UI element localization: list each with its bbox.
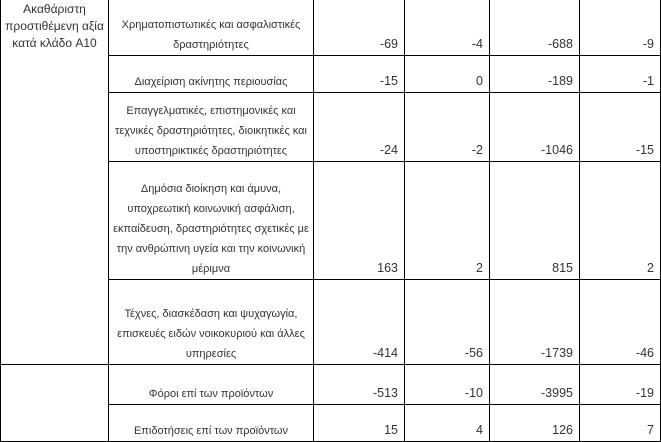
value-cell: 0 bbox=[405, 56, 490, 93]
value-cell: -2 bbox=[405, 93, 490, 162]
value-cell: -688 bbox=[490, 0, 580, 56]
value-cell: -56 bbox=[405, 280, 490, 365]
value-cell: -189 bbox=[490, 56, 580, 93]
value-cell: -4 bbox=[405, 0, 490, 56]
activity-label: Τέχνες, διασκέδαση και ψυχαγωγία, επισκευές ειδών νοικοκυριού και άλλες υπηρεσίες bbox=[109, 280, 314, 365]
value-cell: 2 bbox=[580, 162, 661, 280]
value-cell: -15 bbox=[314, 56, 405, 93]
section-label-empty bbox=[1, 365, 109, 442]
value-cell: -46 bbox=[580, 280, 661, 365]
value-cell: 126 bbox=[490, 405, 580, 442]
activity-label: Δημόσια διοίκηση και άμυνα, υποχρεωτική κοινωνική ασφάλιση, εκπαίδευση, δραστηριότητες σχετικές με την ανθρώπινη υγεία και την κοινωνική μέριμνα bbox=[109, 162, 314, 280]
activity-label: Φόροι επί των προϊόντων bbox=[109, 365, 314, 405]
value-cell: -24 bbox=[314, 93, 405, 162]
section-label-gva-a10: Ακαθάριστη προστιθέμενη αξία κατά κλάδο A10 bbox=[1, 0, 109, 365]
value-cell: -19 bbox=[580, 365, 661, 405]
value-cell: -9 bbox=[580, 0, 661, 56]
value-cell: -414 bbox=[314, 280, 405, 365]
table-row bbox=[1, 0, 661, 56]
value-cell: -1739 bbox=[490, 280, 580, 365]
value-cell: 163 bbox=[314, 162, 405, 280]
value-cell: -69 bbox=[314, 0, 405, 56]
value-cell: 815 bbox=[490, 162, 580, 280]
activity-label: Επιδοτήσεις επί των προϊόντων bbox=[109, 405, 314, 442]
value-cell: 4 bbox=[405, 405, 490, 442]
activity-label: Διαχείριση ακίνητης περιουσίας bbox=[109, 56, 314, 93]
value-cell: -10 bbox=[405, 365, 490, 405]
value-cell: 15 bbox=[314, 405, 405, 442]
value-cell: 7 bbox=[580, 405, 661, 442]
value-cell: -3995 bbox=[490, 365, 580, 405]
value-cell: -15 bbox=[580, 93, 661, 162]
activity-label: Επαγγελματικές, επιστημονικές και τεχνικές δραστηριότητες, διοικητικές και υποστηρικτικές δραστηριότητες bbox=[109, 93, 314, 162]
value-cell: -513 bbox=[314, 365, 405, 405]
value-cell: -1046 bbox=[490, 93, 580, 162]
activity-label: Χρηματοπιστωτικές και ασφαλιστικές δραστηριότητες bbox=[109, 0, 314, 56]
value-cell: -1 bbox=[580, 56, 661, 93]
table-row bbox=[1, 365, 661, 405]
value-cell: 2 bbox=[405, 162, 490, 280]
